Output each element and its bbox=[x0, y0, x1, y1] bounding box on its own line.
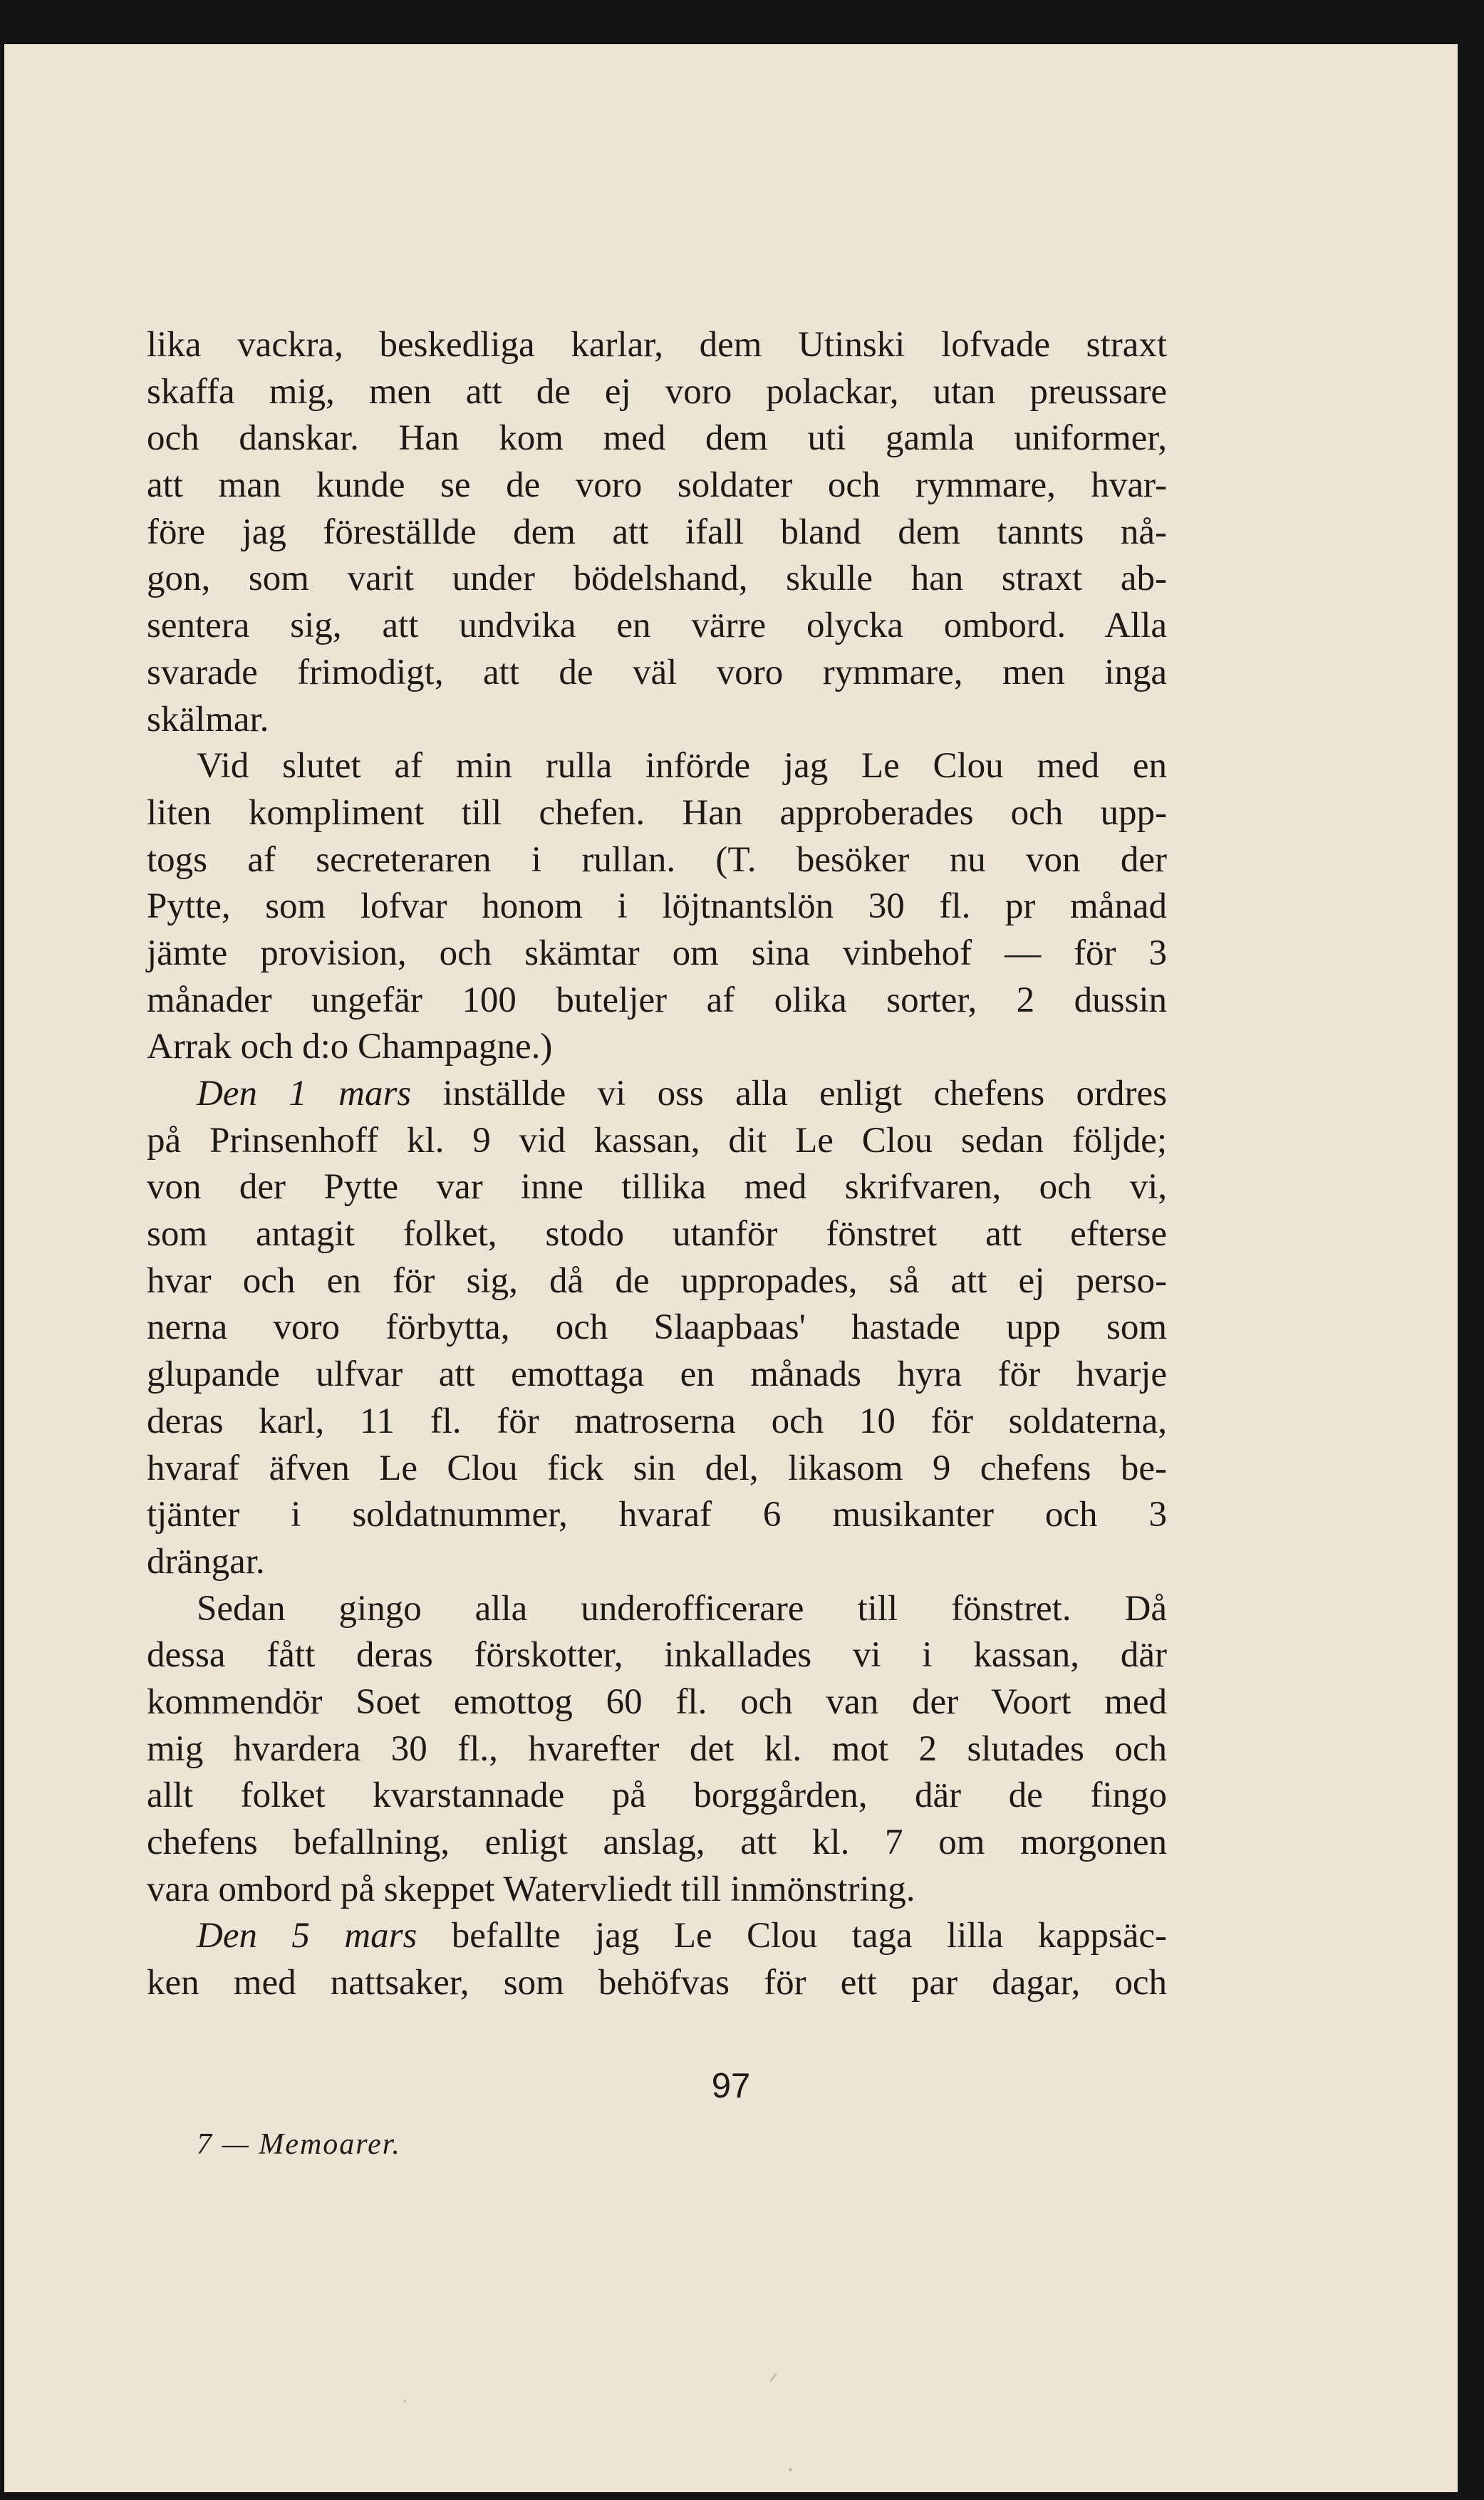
text-line: liten kompliment till chefen. Han approberades och upp- bbox=[147, 792, 1167, 833]
page-number: 97 bbox=[711, 2067, 751, 2105]
text-line: som antagit folket, stodo utanför fönstret att efterse bbox=[147, 1214, 1167, 1255]
text-line: Pytte, som lofvar honom i löjtnantslön 30 fl. pr månad bbox=[147, 886, 1167, 927]
text-line: nerna voro förbytta, och Slaapbaas' hastade upp som bbox=[147, 1307, 1167, 1348]
paper-speck bbox=[769, 2372, 777, 2382]
text-line: allt folket kvarstannade på borggården, där de fingo bbox=[147, 1775, 1167, 1816]
paper-speck bbox=[403, 2400, 406, 2402]
text-line: Vid slutet af min rulla införde jag Le Clou med en bbox=[197, 746, 1167, 787]
text-line: på Prinsenhoff kl. 9 vid kassan, dit Le Clou sedan följde; bbox=[147, 1120, 1167, 1161]
text-line: vara ombord på skeppet Watervliedt till inmönstring. bbox=[147, 1869, 915, 1909]
text-line: jämte provision, och skämtar om sina vinbehof — för 3 bbox=[147, 933, 1167, 973]
date-1-mars: Den 1 mars bbox=[197, 1074, 412, 1114]
text-line: mig hvardera 30 fl., hvarefter det kl. mot 2 slutades och bbox=[147, 1728, 1167, 1769]
text-line: sentera sig, att undvika en värre olycka ombord. Alla bbox=[147, 606, 1167, 646]
text-line: Sedan gingo alla underofficerare till fönstret. Då bbox=[197, 1588, 1167, 1629]
text-line: drängar. bbox=[147, 1541, 265, 1582]
text-line: månader ungefär 100 buteljer af olika sorter, 2 dussin bbox=[147, 980, 1167, 1020]
text-line: dessa fått deras förskotter, inkallades vi i kassan, där bbox=[147, 1635, 1167, 1676]
text-line-rest: inställde vi oss alla enligt chefens ordres bbox=[442, 1074, 1168, 1114]
text-line: tjänter i soldatnummer, hvaraf 6 musikanter och 3 bbox=[147, 1495, 1167, 1535]
text-line: och danskar. Han kom med dem uti gamla uniformer, bbox=[147, 418, 1167, 459]
text-line: togs af secreteraren i rullan. (T. besöker nu von der bbox=[147, 839, 1167, 880]
text-line: kommendör Soet emottog 60 fl. och van der Voort med bbox=[147, 1681, 1167, 1722]
book-page bbox=[4, 44, 1458, 2492]
signature-mark: 7 — Memoarer. bbox=[197, 2128, 401, 2161]
text-line: skälmar. bbox=[147, 699, 269, 740]
text-line: lika vackra, beskedliga karlar, dem Utinski lofvade straxt bbox=[147, 325, 1167, 365]
paper-speck bbox=[789, 2468, 792, 2472]
text-line: deras karl, 11 fl. för matroserna och 10 för soldaterna, bbox=[147, 1401, 1167, 1441]
text-line: före jag föreställde dem att ifall bland dem tannts nå- bbox=[147, 512, 1167, 552]
text-line bbox=[147, 1071, 1167, 1118]
text-line: gon, som varit under bödelshand, skulle han straxt ab- bbox=[147, 559, 1167, 599]
text-line: chefens befallning, enligt anslag, att kl. 7 om morgonen bbox=[147, 1822, 1167, 1862]
text-line: Arrak och d:o Champagne.) bbox=[147, 1027, 553, 1067]
text-line: svarade frimodigt, att de väl voro rymmare, men inga bbox=[147, 652, 1167, 693]
text-line: hvaraf äfven Le Clou fick sin del, likasom 9 chefens be- bbox=[147, 1448, 1167, 1488]
date-5-mars: Den 5 mars bbox=[197, 1916, 417, 1956]
text-line: ken med nattsaker, som behöfvas för ett par dagar, och bbox=[147, 1963, 1167, 2003]
text-line: skaffa mig, men att de ej voro polackar, utan preussare bbox=[147, 371, 1167, 412]
text-line: von der Pytte var inne tillika med skrifvaren, och vi, bbox=[147, 1167, 1167, 1208]
text-line-rest: befallte jag Le Clou taga lilla kappsäc- bbox=[451, 1916, 1167, 1956]
text-line: att man kunde se de voro soldater och rymmare, hvar- bbox=[147, 465, 1167, 506]
text-line bbox=[147, 1913, 1167, 1960]
body-text bbox=[147, 322, 1167, 2007]
text-line: glupande ulfvar att emottaga en månads hyra för hvarje bbox=[147, 1354, 1167, 1395]
text-line: hvar och en för sig, då de uppropades, så att ej perso- bbox=[147, 1260, 1167, 1301]
